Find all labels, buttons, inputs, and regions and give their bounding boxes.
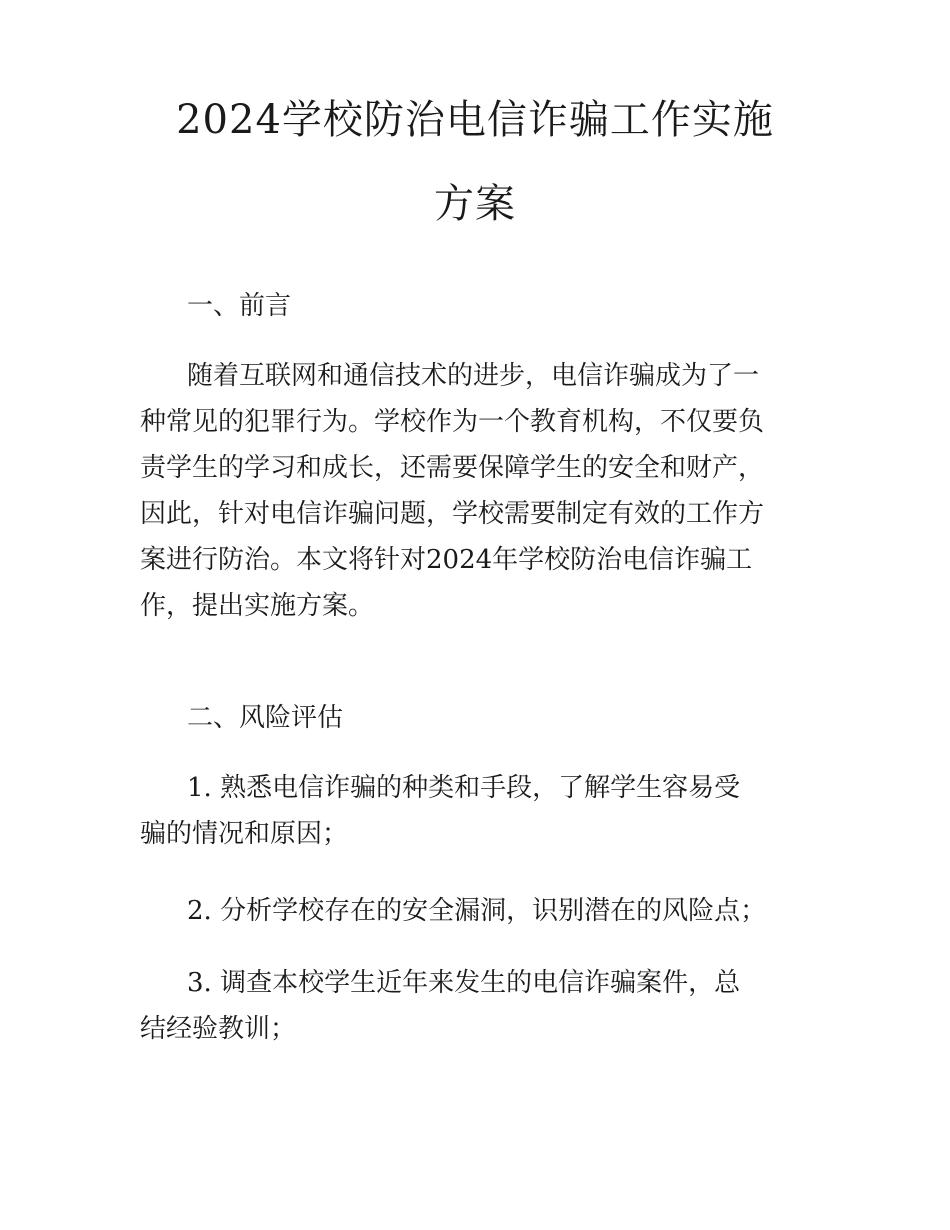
- list-item-line: 骗的情况和原因；: [140, 819, 349, 849]
- paragraph-line: 种常见的犯罪行为。学校作为一个教育机构，不仅要负: [140, 407, 765, 437]
- section-heading-text: 一、前言: [187, 291, 292, 321]
- paragraph-line: 因此，针对电信诈骗问题，学校需要制定有效的工作方: [140, 499, 765, 529]
- section-heading-text: 二、风险评估: [187, 703, 344, 733]
- section-heading-preface: [140, 283, 810, 329]
- paragraph-preface: [140, 353, 810, 629]
- paragraph-line: 作，提出实施方案。: [140, 591, 375, 621]
- list-item-line: 1. 熟悉电信诈骗的种类和手段，了解学生容易受: [187, 773, 741, 803]
- paragraph-line: 案进行防治。本文将针对2024年学校防治电信诈骗工: [140, 545, 753, 575]
- list-item-line: 结经验教训；: [140, 1014, 297, 1044]
- paragraph-line: 责学生的学习和成长，还需要保障学生的安全和财产，: [140, 453, 765, 483]
- list-item-3: [140, 960, 810, 1052]
- paragraph-line: 随着互联网和通信技术的进步，电信诈骗成为了一: [187, 361, 760, 391]
- section-heading-risk-assessment: [140, 695, 810, 741]
- list-item-2: [140, 888, 810, 934]
- document-title-line-1: 2024学校防治电信诈骗工作实施: [176, 97, 774, 143]
- list-item-line: 3. 调查本校学生近年来发生的电信诈骗案件，总: [187, 968, 741, 998]
- list-item-1: [140, 765, 810, 857]
- list-item-line: 2. 分析学校存在的安全漏洞，识别潜在的风险点；: [187, 896, 767, 926]
- document-title-line-2: 方案: [434, 181, 516, 227]
